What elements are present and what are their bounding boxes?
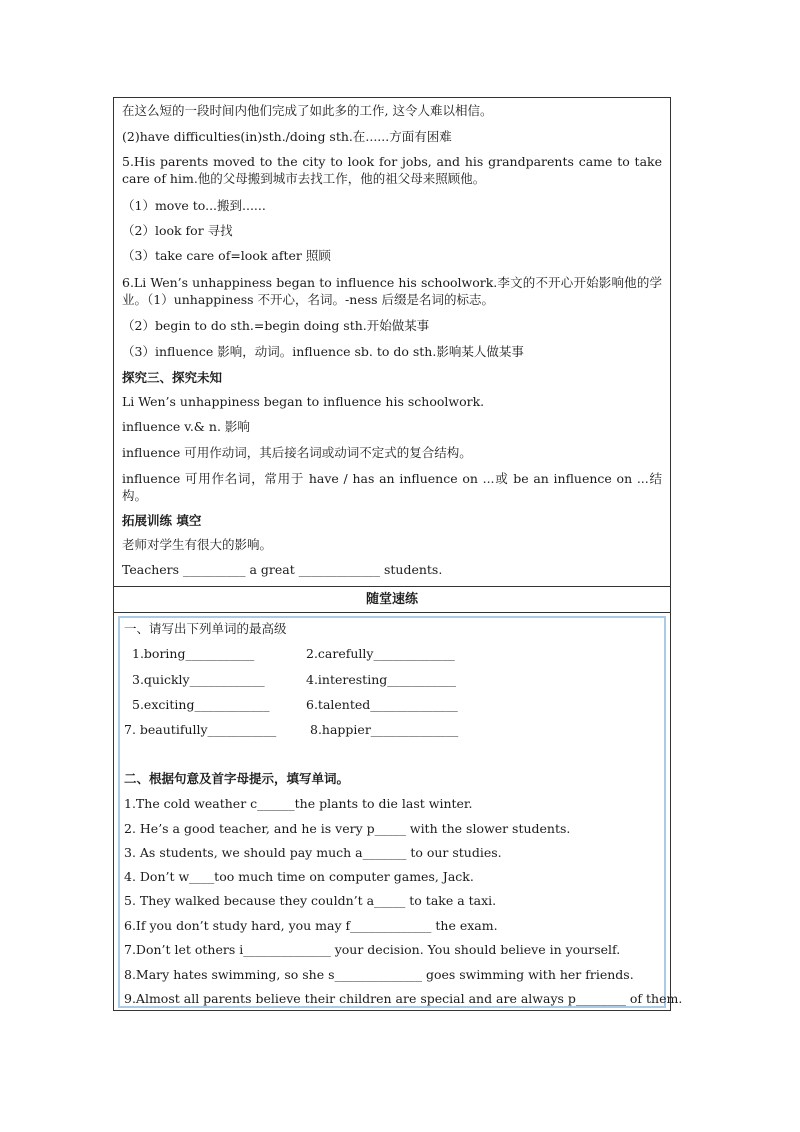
exercise-item: 3. As students, we should pay much a_______ to our studies. [124,845,502,860]
exercise-item: 4. Don’t w____too much time on computer games, Jack. [124,869,474,884]
note-line: influence v.& n. 影响 [122,419,250,434]
exercise-item: 2. He’s a good teacher, and he is very p_____ with the slower students. [124,821,571,836]
note-line: （3）take care of=look after 照顾 [122,248,331,263]
note-line: Li Wen’s unhappiness began to influence his schoolwork. [122,394,485,409]
exercise-item: 8.Mary hates swimming, so she s______________ goes swimming with her friends. [124,967,634,982]
table-divider [114,586,670,587]
note-line: 6.Li Wen’s unhappiness began to influence his schoolwork.李文的不开心开始影响他的学业。（1）unhappiness 不开心，名词。-ness 后缀是名词的标志。 [122,275,662,307]
section-heading: 拓展训练 填空 [122,513,202,528]
notes-cell [114,98,670,586]
exercise-item: 6.talented______________ [306,697,458,712]
practice-box [118,616,683,1008]
exercise-item: 3.quickly____________ [132,672,265,687]
exercise-item: 8.happier______________ [310,722,459,737]
worksheet-table [113,97,683,1011]
exercise-item: 1.boring___________ [132,646,255,661]
part2-heading: 二、根据句意及首字母提示，填写单词。 [124,771,350,786]
exercise-item: 5.exciting____________ [132,697,270,712]
exercise-item: 7.Don’t let others i______________ your decision. You should believe in yourself. [124,942,621,957]
exercise-item: 7. beautifully___________ [124,722,277,737]
note-line: influence 可用作动词，其后接名词或动词不定式的复合结构。 [122,445,472,460]
exercise-item: 4.interesting___________ [306,672,457,687]
note-line: (2)have difficulties(in)sth./doing sth.在......方面有困难 [122,129,452,144]
note-line: （1）move to...搬到...... [122,198,266,213]
section-heading: 探究三、探究未知 [122,370,223,385]
note-line: （3）influence 影响，动词。influence sb. to do sth.影响某人做某事 [122,344,524,359]
note-line: （2）look for 寻找 [122,223,233,238]
note-line: 老师对学生有很大的影响。 [122,537,273,552]
exercise-item: 5. They walked because they couldn’t a_____ to take a taxi. [124,893,497,908]
exercise-item: 2.carefully_____________ [306,646,455,661]
note-line: 5.His parents moved to the city to look for jobs, and his grandparents came to take care of him.他的父母搬到城市去找工作，他的祖父母来照顾他。 [122,154,662,186]
part1-heading: 一、请写出下列单词的最高级 [124,621,287,636]
fill-in-line: Teachers __________ a great _____________ students. [122,562,443,577]
exercise-item: 9.Almost all parents believe their children are special and are always p________ of them. [124,991,683,1006]
note-line: 在这么短的一段时间内他们完成了如此多的工作, 这令人难以相信。 [122,103,493,118]
practice-title: 随堂速练 [365,592,418,607]
exercise-item: 1.The cold weather c______the plants to die last winter. [124,796,473,811]
table-divider [114,612,670,613]
note-line: influence 可用作名词，常用于 have / has an influence on ...或 be an influence on ...结构。 [122,471,662,503]
exercise-item: 6.If you don’t study hard, you may f_____________ the exam. [124,918,498,933]
note-line: （2）begin to do sth.=begin doing sth.开始做某事 [122,318,430,333]
